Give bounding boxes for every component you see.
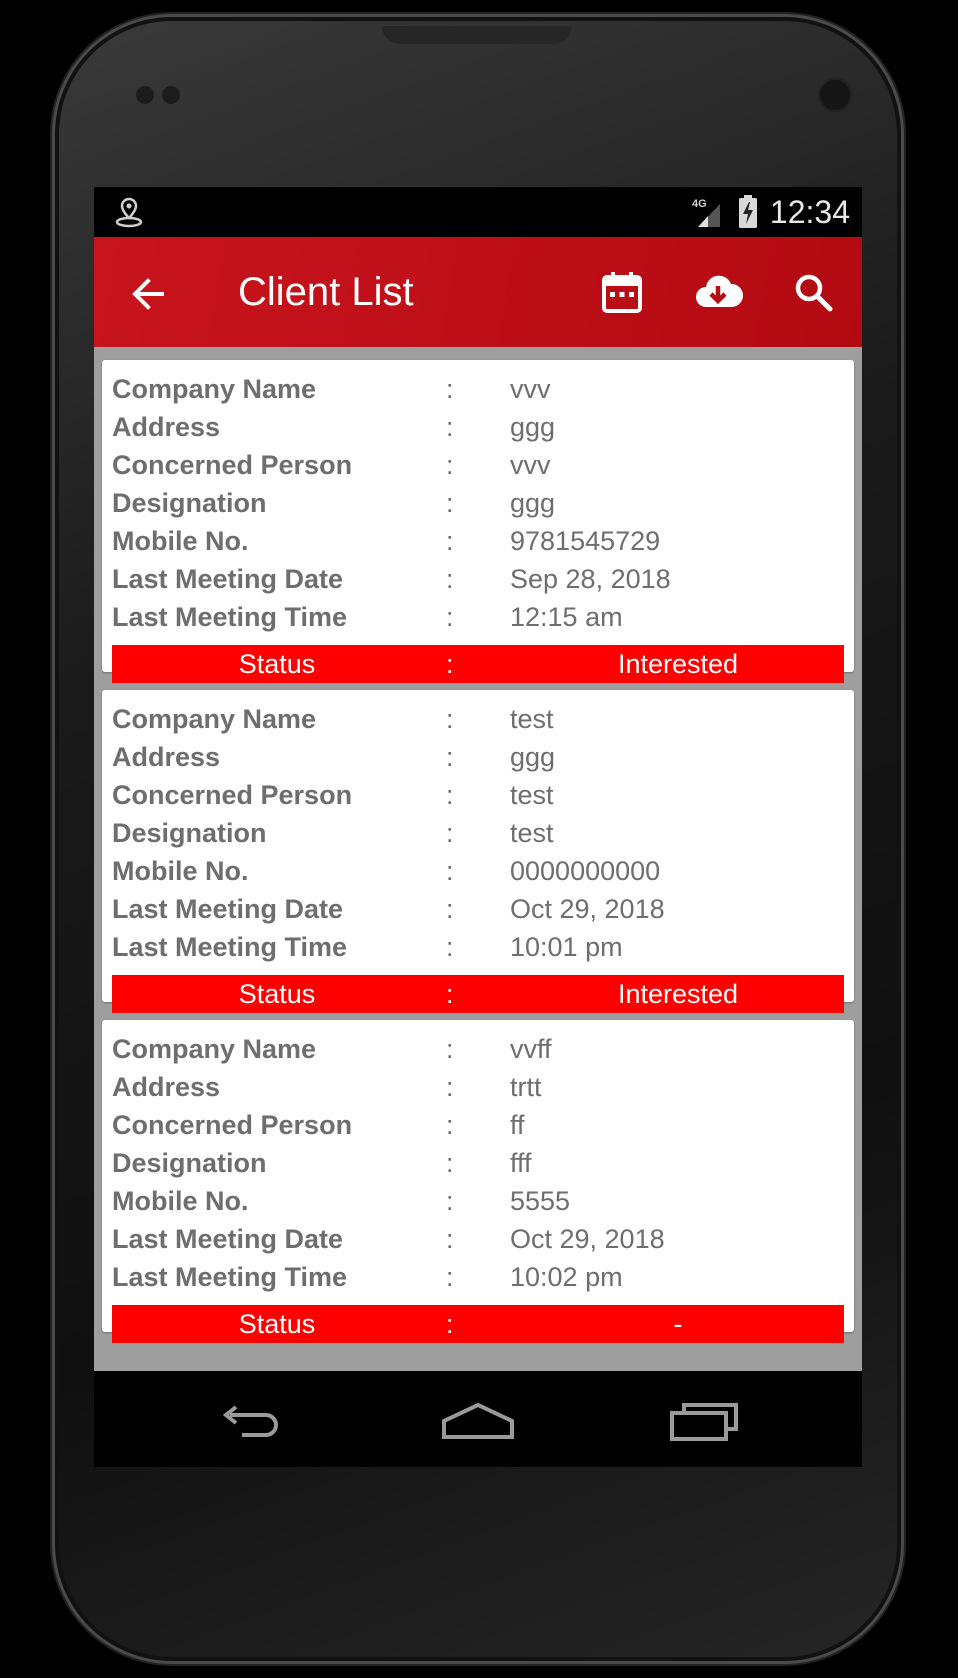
- battery-icon: [738, 195, 758, 229]
- address-value: trtt: [510, 1072, 542, 1102]
- field-label: Designation: [112, 818, 267, 848]
- field-label: Company Name: [112, 704, 317, 734]
- address-value: ggg: [510, 742, 556, 772]
- field-label: Last Meeting Time: [112, 932, 348, 962]
- field-colon: :: [446, 526, 454, 556]
- mobile-value: 5555: [510, 1186, 571, 1216]
- field-label: Mobile No.: [112, 1186, 249, 1216]
- field-colon: :: [446, 780, 454, 810]
- field-colon: :: [446, 856, 454, 886]
- field-colon: :: [446, 1224, 454, 1254]
- status-bar-row: [112, 645, 844, 683]
- field-label: Address: [112, 412, 221, 442]
- designation-value: fff: [510, 1148, 532, 1178]
- clock-text: 12:34: [769, 194, 850, 230]
- back-arrow-icon[interactable]: [128, 274, 168, 314]
- date-row: [112, 1220, 844, 1258]
- back-nav-icon[interactable]: [216, 1401, 282, 1443]
- field-label: Designation: [112, 1148, 267, 1178]
- field-colon: :: [446, 412, 454, 442]
- page-title: Client List: [238, 270, 414, 314]
- system-nav-bar: [94, 1371, 862, 1467]
- status-value: -: [673, 1309, 683, 1339]
- field-label: Last Meeting Time: [112, 602, 348, 632]
- mobile-value: 9781545729: [510, 526, 661, 556]
- recents-nav-icon[interactable]: [668, 1401, 740, 1443]
- field-colon: :: [446, 1034, 454, 1064]
- field-label: Concerned Person: [112, 780, 353, 810]
- status-bar-row: [112, 1305, 844, 1343]
- client-card[interactable]: [102, 360, 854, 679]
- designation-value: ggg: [510, 488, 556, 518]
- date-value: Sep 28, 2018: [510, 564, 671, 594]
- network-type-label: 4G: [692, 198, 707, 210]
- person-row: [112, 446, 844, 484]
- signal-icon: [692, 196, 722, 228]
- person-value: ff: [510, 1110, 525, 1140]
- phone-screen: [94, 187, 862, 1467]
- search-icon[interactable]: [788, 267, 840, 319]
- company-value: vvff: [510, 1034, 552, 1064]
- field-colon: :: [446, 488, 454, 518]
- designation-row: [112, 814, 844, 852]
- status-bar-row: [112, 975, 844, 1013]
- time-value: 10:02 pm: [510, 1262, 623, 1292]
- field-colon: :: [446, 894, 454, 924]
- field-label: Address: [112, 1072, 221, 1102]
- field-colon: :: [446, 649, 454, 679]
- field-colon: :: [446, 1186, 454, 1216]
- mobile-row: [112, 1182, 844, 1220]
- field-colon: :: [446, 704, 454, 734]
- designation-row: [112, 484, 844, 522]
- designation-value: test: [510, 818, 554, 848]
- company-row: [112, 700, 844, 738]
- designation-row: [112, 1144, 844, 1182]
- person-row: [112, 776, 844, 814]
- address-value: ggg: [510, 412, 556, 442]
- person-value: test: [510, 780, 554, 810]
- sensor-dot: [162, 86, 180, 104]
- mobile-row: [112, 852, 844, 890]
- mobile-row: [112, 522, 844, 560]
- field-label: Company Name: [112, 374, 317, 404]
- person-value: vvv: [510, 450, 551, 480]
- company-row: [112, 370, 844, 408]
- cloud-download-icon[interactable]: [692, 267, 744, 319]
- field-colon: :: [446, 1309, 454, 1339]
- field-colon: :: [446, 1148, 454, 1178]
- camera-lens: [818, 78, 852, 112]
- status-value: Interested: [617, 649, 739, 679]
- time-value: 12:15 am: [510, 602, 623, 632]
- date-value: Oct 29, 2018: [510, 1224, 665, 1254]
- company-row: [112, 1030, 844, 1068]
- status-value: Interested: [617, 979, 739, 1009]
- field-colon: :: [446, 564, 454, 594]
- status-bar: [94, 187, 862, 237]
- person-row: [112, 1106, 844, 1144]
- app-bar: [94, 237, 862, 347]
- field-colon: :: [446, 818, 454, 848]
- field-colon: :: [446, 602, 454, 632]
- field-label: Last Meeting Date: [112, 1224, 344, 1254]
- location-icon: [114, 196, 144, 228]
- field-colon: :: [446, 1110, 454, 1140]
- home-nav-icon[interactable]: [440, 1401, 516, 1443]
- field-label: Last Meeting Date: [112, 894, 344, 924]
- time-row: [112, 598, 844, 636]
- field-colon: :: [446, 374, 454, 404]
- field-colon: :: [446, 979, 454, 1009]
- field-label: Concerned Person: [112, 1110, 353, 1140]
- field-label: Designation: [112, 488, 267, 518]
- field-label: Mobile No.: [112, 526, 249, 556]
- field-colon: :: [446, 742, 454, 772]
- time-value: 10:01 pm: [510, 932, 623, 962]
- date-row: [112, 560, 844, 598]
- status-label: Status: [238, 649, 316, 679]
- calendar-icon[interactable]: [596, 267, 648, 319]
- time-row: [112, 928, 844, 966]
- address-row: [112, 1068, 844, 1106]
- time-row: [112, 1258, 844, 1296]
- client-card[interactable]: [102, 1020, 854, 1339]
- client-card[interactable]: [102, 690, 854, 1009]
- client-list[interactable]: [102, 360, 854, 1350]
- field-label: Mobile No.: [112, 856, 249, 886]
- field-colon: :: [446, 450, 454, 480]
- field-label: Last Meeting Date: [112, 564, 344, 594]
- field-colon: :: [446, 1262, 454, 1292]
- sensor-dot: [136, 86, 154, 104]
- address-row: [112, 408, 844, 446]
- status-label: Status: [238, 1309, 316, 1339]
- field-colon: :: [446, 1072, 454, 1102]
- status-label: Status: [238, 979, 316, 1009]
- address-row: [112, 738, 844, 776]
- date-row: [112, 890, 844, 928]
- date-value: Oct 29, 2018: [510, 894, 665, 924]
- company-value: vvv: [510, 374, 551, 404]
- field-label: Last Meeting Time: [112, 1262, 348, 1292]
- field-label: Address: [112, 742, 221, 772]
- mobile-value: 0000000000: [510, 856, 661, 886]
- field-label: Concerned Person: [112, 450, 353, 480]
- field-label: Company Name: [112, 1034, 317, 1064]
- field-colon: :: [446, 932, 454, 962]
- company-value: test: [510, 704, 554, 734]
